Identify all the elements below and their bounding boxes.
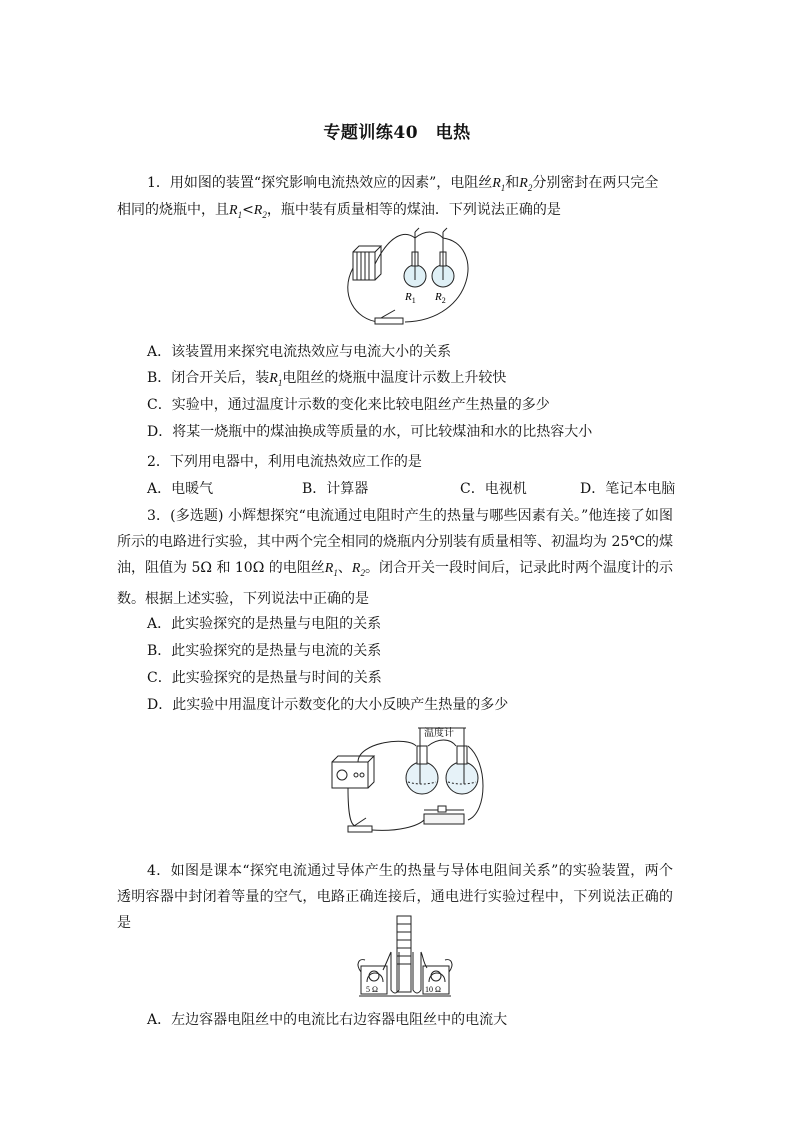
q4-figure-apparatus (355, 912, 455, 1002)
q1-lt-sign: < (242, 202, 254, 218)
q1-var-r2-ineq: $R_2$ (253, 203, 267, 220)
q3-figure-circuit (328, 722, 488, 842)
q1-var-r1-ineq: $R_1$ (229, 203, 243, 220)
q1-option-d: D．将某一烧瓶中的煤油换成等质量的水，可比较煤油和水的比热容大小 (147, 424, 593, 440)
q2-stem: 2．下列用电器中，利用电流热效应工作的是 (147, 454, 422, 470)
q1-var-r2: $R_2$ (519, 176, 533, 193)
q2-option-c: C．电视机 (460, 481, 527, 497)
q1-stem-text-c: 分别密封在两只完全 (532, 175, 659, 191)
q3-option-b: B．此实验探究的是热量与电流的关系 (147, 643, 382, 659)
q1-stem-text-a: 1．用如图的装置“探究影响电流热效应的因素”，电阻丝 (147, 175, 493, 191)
q1-fig-label-r1: $R_1$ (405, 291, 416, 305)
q3-option-a: A．此实验探究的是热量与电阻的关系 (147, 616, 382, 632)
q1-figure-circuit (345, 224, 475, 336)
q1-option-a: A．该装置用来探究电流热效应与电流大小的关系 (147, 344, 452, 360)
q1-fig-label-r2: $R_2$ (435, 291, 446, 305)
q1-option-b: B．闭合开关后，装$R_1$电阻丝的烧瓶中温度计示数上升较快 (147, 370, 507, 388)
q1-stem-text-b: 和 (505, 175, 520, 191)
q3-var-r2: $R_2$ (351, 561, 365, 578)
q1-var-r1: $R_1$ (492, 176, 506, 193)
q3-option-c: C．此实验探究的是热量与时间的关系 (147, 670, 382, 686)
q3-stem: 3．(多选题) 小辉想探究“电流通过电阻时产生的热量与哪些因素有关。”他连接了如图所示的电路进行实验，其中两个完全相同的烧瓶内分别装有质量相等、初温均为 25℃的煤油，阻值为 5Ω 和 10Ω 的电阻丝$R_1$、$R_2$。闭合开关一段时间后，记录此时两个温度计的示数。根据上述实验，下列说法中正确的是 (117, 508, 674, 607)
q2-option-d: D．笔记本电脑 (580, 481, 676, 497)
q1-option-c: C．实验中，通过温度计示数的变化来比较电阻丝产生热量的多少 (147, 397, 550, 413)
q4-fig-left-label: 5 Ω (366, 985, 378, 994)
q4-option-a: A．左边容器电阻丝中的电流比右边容器电阻丝中的电流大 (147, 1012, 508, 1028)
q2-option-a: A．电暖气 (147, 481, 214, 497)
q2-option-b: B．计算器 (302, 481, 369, 497)
page-title: 专题训练40 电热 (323, 123, 471, 143)
q1-stem-line1 (147, 173, 658, 198)
q1-stem-line2 (117, 200, 561, 225)
q1-option-b-var: $R_1$ (269, 371, 283, 388)
q1-stem-text-e: ，瓶中装有质量相等的煤油．下列说法正确的是 (266, 202, 561, 218)
q1-stem-text-d: 相同的烧瓶中，且 (117, 202, 229, 218)
q3-var-r1: $R_1$ (324, 561, 338, 578)
q4-stem: 4．如图是课本“探究电流通过导体产生的热量与导体电阻间关系”的实验装置，两个透明容器中封闭着等量的空气，电路正确连接后，通电进行实验过程中，下列说法正确的是 (117, 863, 673, 931)
q3-option-d: D．此实验中用温度计示数变化的大小反映产生热量的多少 (147, 697, 509, 713)
q4-fig-right-label: 10 Ω (425, 985, 441, 994)
q3-fig-thermometer-label: 温度计 (424, 728, 454, 739)
